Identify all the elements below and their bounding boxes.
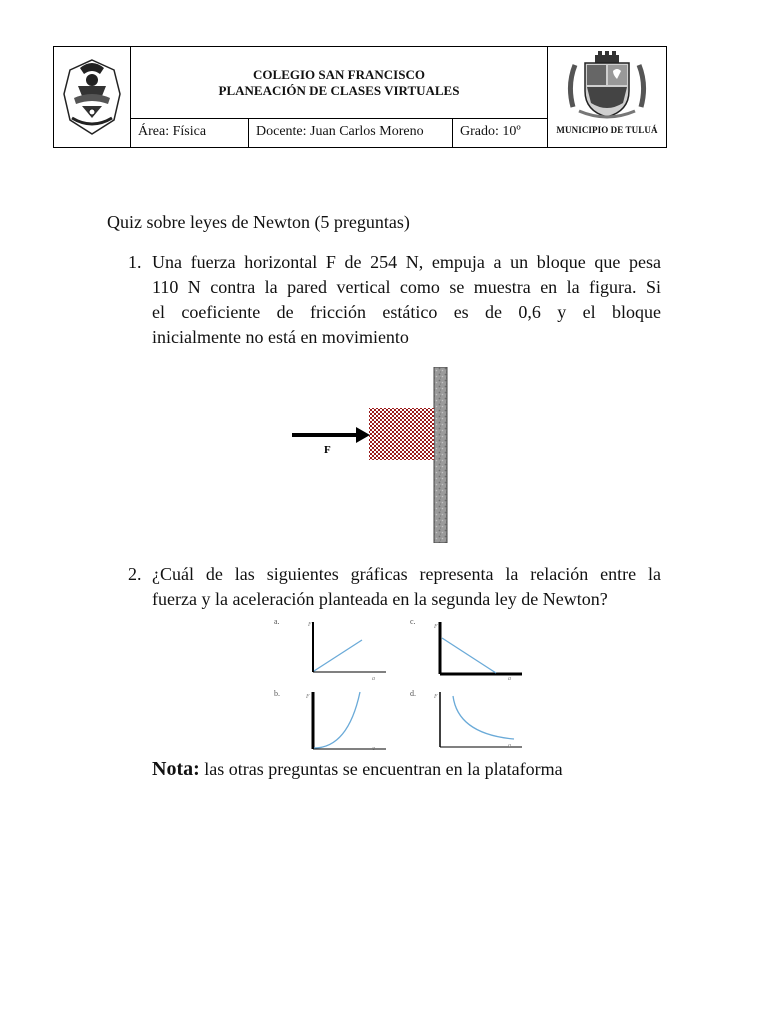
axis-label-x: a [508,743,511,749]
graph-d [410,689,522,749]
question-1-number: 1. [128,252,142,272]
note-label: Nota: [152,758,200,780]
graph-label: d. [410,689,416,698]
question-2-number: 2. [128,564,142,584]
curve-linear-increasing [314,640,362,671]
question-2 [128,562,661,612]
curve-exponential-increasing [314,692,360,748]
axis-label-y: F [306,694,310,700]
force-arrowhead [356,427,370,443]
question-2-line: fuerza y la aceleración planteada en la segunda ley de Newton? [152,589,608,609]
header-title-block [131,47,547,119]
grade-cell: Grado: 10º [460,124,521,139]
question-1-line: inicialmente no está en movimiento [152,327,409,347]
question-1-line: el coeficiente de fricción estático es de 0,6 y el bloque [152,302,661,322]
area-cell: Área: Física [131,119,249,147]
question-1-line: 110 N contra la pared vertical como se muestra en la figura. Si [152,277,661,297]
municipality-label: MUNICIPIO DE TULUÁ [556,125,658,135]
school-name: COLEGIO SAN FRANCISCO [253,66,425,82]
curve-linear-decreasing [442,638,496,673]
municipality-logo-cell [547,47,666,147]
question-2-line: ¿Cuál de las siguientes gráficas representa la relación entre la [152,564,661,584]
wall [434,367,447,543]
graph-label: a. [274,617,280,626]
axis-label-x: a [508,676,511,682]
force-label: F [324,444,331,456]
axis-label-y: F [308,622,312,628]
graph-a [274,617,386,682]
note-text: las otras preguntas se encuentran en la plataforma [199,759,563,779]
graph-label: c. [410,617,416,626]
block [369,408,434,460]
graph-label: b. [274,689,280,698]
question-1-line: Una fuerza horizontal F de 254 N, empuja a un bloque que pesa [152,252,661,272]
document-subtitle: PLANEACIÓN DE CLASES VIRTUALES [218,82,460,98]
axis-label-y: F [434,694,438,700]
axis-label-x: a [372,676,375,682]
municipality-crest-icon [565,51,649,121]
question-1 [128,250,661,350]
quiz-title: Quiz sobre leyes de Newton (5 preguntas) [107,212,410,232]
header-table [53,46,667,148]
axis-label-x: a [372,746,375,752]
axis-label-y: F [434,624,438,630]
graph-c [410,617,522,682]
school-crest-icon [60,54,124,140]
curve-hyperbolic-decreasing [453,696,514,739]
teacher-cell: Docente: Juan Carlos Moreno [249,119,453,147]
block-wall-figure [288,367,450,543]
note [152,758,563,781]
school-logo [54,47,131,147]
graph-b [274,689,386,752]
answer-graphs [272,616,532,756]
